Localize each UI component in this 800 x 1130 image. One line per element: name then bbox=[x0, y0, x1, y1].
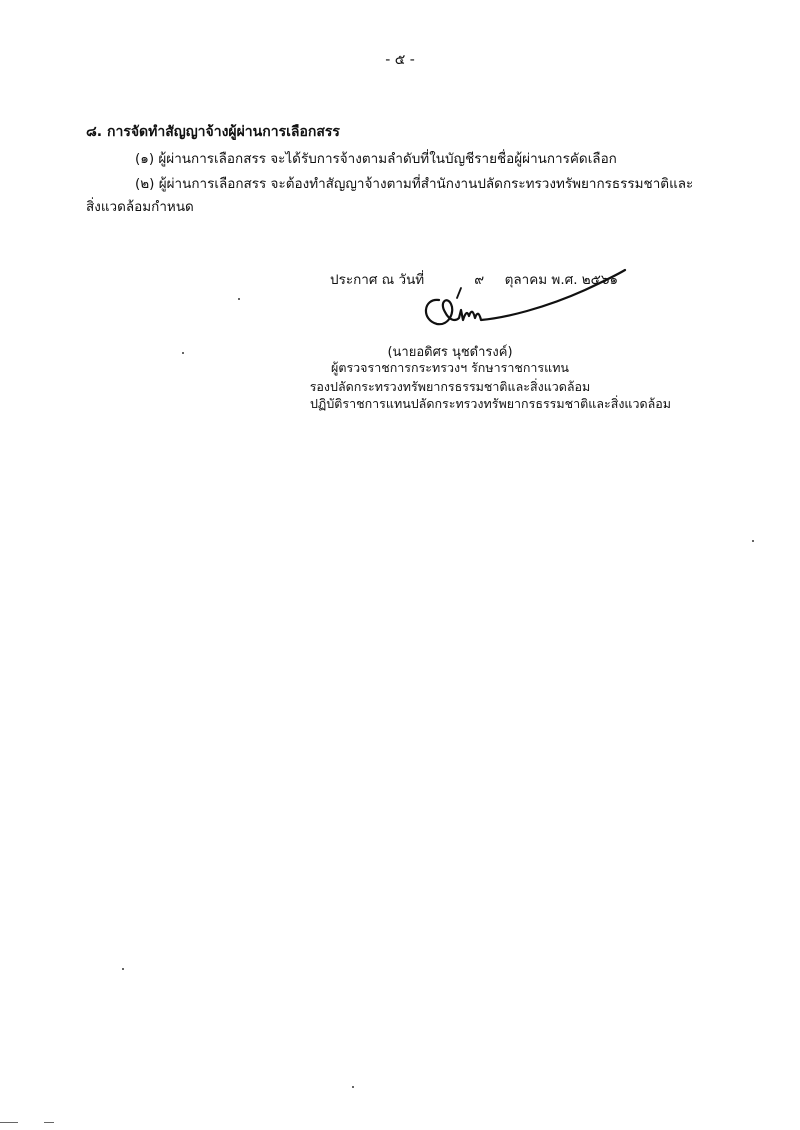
signatory-title-3: ปฏิบัติราชการแทนปลัดกระทรวงทรัพยากรธรรมชาติและสิ่งแวดล้อม bbox=[310, 396, 672, 411]
scan-speck bbox=[752, 540, 754, 542]
scan-speck bbox=[0, 1122, 18, 1123]
page-number: - ๕ - bbox=[385, 52, 415, 68]
signatory-title-2: รองปลัดกระทรวงทรัพยากรธรรมชาติและสิ่งแวดล้อม bbox=[309, 379, 591, 394]
scan-speck bbox=[182, 352, 184, 354]
paragraph-item-2-line-1: (๒) ผู้ผ่านการเลือกสรร จะต้องทำสัญญาจ้างตามที่สำนักงานปลัดกระทรวงทรัพยากรธรรมชาติและ bbox=[135, 176, 694, 192]
signatory-title-1: ผู้ตรวจราชการกระทรวงฯ รักษาราชการแทน bbox=[331, 360, 569, 375]
announcement-label: ประกาศ ณ วันที่ bbox=[330, 272, 425, 288]
scan-speck bbox=[352, 1086, 354, 1088]
scan-speck bbox=[44, 1122, 54, 1123]
paragraph-item-2-line-2: สิ่งแวดล้อมกำหนด bbox=[86, 199, 194, 215]
signatory-name: (นายอดิศร นุชดำรงค์) bbox=[387, 345, 513, 360]
scan-speck bbox=[122, 968, 124, 970]
paragraph-item-1: (๑) ผู้ผ่านการเลือกสรร จะได้รับการจ้างตามลำดับที่ในบัญชีรายชื่อผู้ผ่านการคัดเลือก bbox=[135, 151, 617, 167]
section-heading: ๘. การจัดทำสัญญาจ้างผู้ผ่านการเลือกสรร bbox=[86, 124, 340, 140]
announcement-day: ๙ bbox=[474, 272, 485, 288]
announcement-month-year: ตุลาคม พ.ศ. ๒๕๖๑ bbox=[504, 272, 619, 288]
handwritten-signature bbox=[415, 268, 635, 348]
scan-speck bbox=[238, 298, 240, 300]
